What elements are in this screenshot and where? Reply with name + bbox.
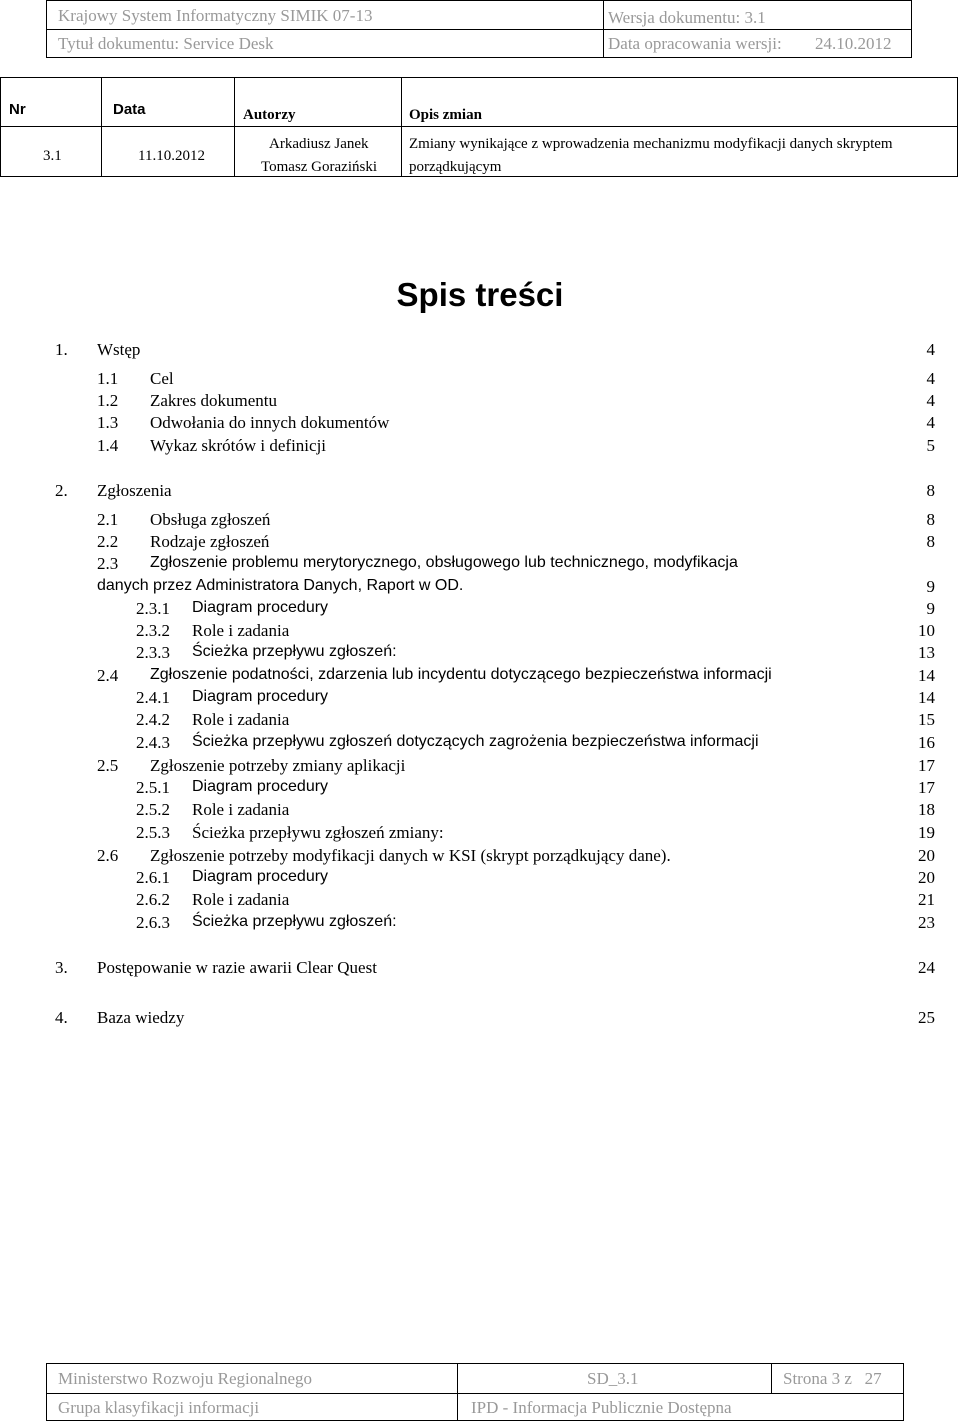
toc-entry-title: Zgłoszenie problemu merytorycznego, obsługowego lub technicznego, modyfikacja xyxy=(150,554,738,571)
toc-entry[interactable] xyxy=(0,369,960,391)
toc-entry-number: 2.5 xyxy=(97,756,119,775)
toc-entry[interactable] xyxy=(0,688,960,710)
toc-entry-page: 18 xyxy=(918,800,935,819)
version-date-value: 24.10.2012 xyxy=(815,34,892,53)
document-version: Wersja dokumentu: 3.1 xyxy=(608,8,766,27)
toc-entry-title: Ścieżka przepływu zgłoszeń: xyxy=(192,643,397,660)
toc-entry-title: Odwołania do innych dokumentów xyxy=(150,413,390,432)
toc-entry-number: 2.5.3 xyxy=(136,823,170,842)
toc-entry[interactable] xyxy=(0,621,960,643)
toc-entry-number: 3. xyxy=(55,958,68,977)
system-name: Krajowy System Informatyczny SIMIK 07-13 xyxy=(58,6,373,25)
toc-entry[interactable] xyxy=(0,756,960,778)
toc-entry[interactable] xyxy=(0,413,960,435)
toc-entry-number: 2.6.1 xyxy=(136,868,170,887)
classification-value: IPD - Informacja Publicznie Dostępna xyxy=(471,1398,732,1417)
revision-date: 11.10.2012 xyxy=(138,148,205,164)
toc-entry-page: 5 xyxy=(926,436,935,455)
toc-entry-title: Zgłoszenie podatności, zdarzenia lub incydentu dotyczącego bezpieczeństwa informacji xyxy=(150,666,772,683)
toc-entry[interactable] xyxy=(0,868,960,890)
toc-entry[interactable] xyxy=(0,1008,960,1030)
toc-entry[interactable] xyxy=(0,554,960,576)
toc-entry-page: 17 xyxy=(918,778,935,797)
toc-entry-title: danych przez Administratora Danych, Raport w OD. xyxy=(97,577,464,594)
toc-entry-page: 21 xyxy=(918,890,935,909)
toc-entry-title: Zgłoszenie potrzeby zmiany aplikacji xyxy=(150,756,406,775)
toc-entry-page: 14 xyxy=(918,688,935,707)
toc-entry-title: Ścieżka przepływu zgłoszeń: xyxy=(192,913,397,930)
toc-entry[interactable] xyxy=(0,532,960,554)
page-title: Spis treści xyxy=(396,276,564,313)
toc-entry-number: 2.1 xyxy=(97,510,119,529)
toc-entry-title: Zgłoszenia xyxy=(97,481,172,500)
toc-entry[interactable] xyxy=(0,577,960,599)
toc-entry-page: 14 xyxy=(918,666,935,685)
toc-entry-page: 19 xyxy=(918,823,935,842)
toc-entry[interactable] xyxy=(0,913,960,935)
footer-divider xyxy=(771,1364,772,1393)
toc-entry[interactable] xyxy=(0,666,960,688)
toc-entry-title: Cel xyxy=(150,369,174,388)
toc-entry-page: 20 xyxy=(918,868,935,887)
toc-entry-title: Role i zadania xyxy=(192,621,290,640)
revision-number: 3.1 xyxy=(43,148,62,164)
toc-entry[interactable] xyxy=(0,823,960,845)
toc-entry[interactable] xyxy=(0,340,960,362)
document-footer xyxy=(46,1363,904,1421)
page-number: Strona 3 z 27 xyxy=(783,1369,882,1388)
toc-entry[interactable] xyxy=(0,710,960,732)
toc-entry-page: 4 xyxy=(926,340,935,359)
toc-entry-title: Baza wiedzy xyxy=(97,1008,185,1027)
version-date-label: Data opracowania wersji: xyxy=(608,34,782,53)
toc-entry[interactable] xyxy=(0,733,960,755)
revision-description: Zmiany wynikające z wprowadzenia mechanizmu modyfikacji danych skryptem xyxy=(409,136,893,152)
revision-description: porządkującym xyxy=(409,159,502,175)
toc-entry-number: 2.4 xyxy=(97,666,119,685)
toc-entry-page: 10 xyxy=(918,621,935,640)
toc-entry-page: 23 xyxy=(918,913,935,932)
toc-entry-title: Ścieżka przepływu zgłoszeń zmiany: xyxy=(192,823,444,842)
toc-entry-page: 25 xyxy=(918,1008,935,1027)
toc-entry-page: 8 xyxy=(926,481,935,500)
document-code: SD_3.1 xyxy=(587,1369,639,1388)
toc-entry[interactable] xyxy=(0,643,960,665)
revision-author: Arkadiusz Janek xyxy=(269,136,369,152)
toc-entry-number: 2.5.2 xyxy=(136,800,170,819)
toc-entry[interactable] xyxy=(0,391,960,413)
toc-entry-title: Role i zadania xyxy=(192,800,290,819)
toc-entry-number: 2.2 xyxy=(97,532,119,551)
toc-entry-number: 2.3.1 xyxy=(136,599,170,618)
toc-entry-number: 2.6.2 xyxy=(136,890,170,909)
revision-author: Tomasz Goraziński xyxy=(261,159,378,175)
column-header-autorzy: Autorzy xyxy=(243,107,296,123)
toc-entry-number: 2. xyxy=(55,481,68,500)
toc-entry-number: 1. xyxy=(55,340,68,359)
document-title: Tytuł dokumentu: Service Desk xyxy=(58,34,274,53)
toc-entry-number: 2.3.3 xyxy=(136,643,170,662)
toc-entry-page: 8 xyxy=(926,532,935,551)
toc-entry-title: Ścieżka przepływu zgłoszeń dotyczących zagrożenia bezpieczeństwa informacji xyxy=(192,733,759,750)
toc-entry-page: 4 xyxy=(926,391,935,410)
toc-entry-number: 2.6.3 xyxy=(136,913,170,932)
footer-divider xyxy=(457,1364,458,1420)
toc-entry-page: 8 xyxy=(926,510,935,529)
toc-entry-number: 2.5.1 xyxy=(136,778,170,797)
toc-entry[interactable] xyxy=(0,890,960,912)
toc-entry-page: 9 xyxy=(926,577,935,596)
footer-divider xyxy=(47,1393,903,1394)
toc-entry-title: Role i zadania xyxy=(192,710,290,729)
toc-entry-title: Role i zadania xyxy=(192,890,290,909)
toc-entry-number: 2.6 xyxy=(97,846,119,865)
toc-entry-number: 2.3 xyxy=(97,554,119,573)
toc-entry[interactable] xyxy=(0,481,960,503)
toc-entry-title: Zakres dokumentu xyxy=(150,391,277,410)
toc-entry-title: Wstęp xyxy=(97,340,141,359)
toc-entry-number: 2.4.2 xyxy=(136,710,170,729)
toc-entry[interactable] xyxy=(0,958,960,980)
column-header-nr: Nr xyxy=(9,101,26,118)
toc-entry-title: Diagram procedury xyxy=(192,778,329,795)
toc-entry-title: Diagram procedury xyxy=(192,599,329,616)
toc-entry-page: 17 xyxy=(918,756,935,775)
toc-entry[interactable] xyxy=(0,778,960,800)
toc-entry-title: Obsługa zgłoszeń xyxy=(150,510,271,529)
toc-entry-number: 4. xyxy=(55,1008,68,1027)
column-header-opis: Opis zmian xyxy=(409,107,482,123)
toc-entry-number: 1.4 xyxy=(97,436,119,455)
toc-entry-page: 16 xyxy=(918,733,935,752)
toc-entry-page: 20 xyxy=(918,846,935,865)
toc-entry[interactable] xyxy=(0,599,960,621)
toc-entry-number: 1.3 xyxy=(97,413,119,432)
toc-entry-title: Diagram procedury xyxy=(192,868,329,885)
toc-entry-page: 4 xyxy=(926,369,935,388)
toc-entry-page: 13 xyxy=(918,643,935,662)
toc-entry[interactable] xyxy=(0,436,960,458)
toc-entry[interactable] xyxy=(0,800,960,822)
toc-entry[interactable] xyxy=(0,846,960,868)
toc-entry-title: Rodzaje zgłoszeń xyxy=(150,532,270,551)
toc-entry-title: Zgłoszenie potrzeby modyfikacji danych w KSI (skrypt porządkujący dane). xyxy=(150,846,671,865)
toc-entry[interactable] xyxy=(0,510,960,532)
toc-entry-page: 4 xyxy=(926,413,935,432)
ministry-name: Ministerstwo Rozwoju Regionalnego xyxy=(58,1369,313,1388)
toc-entry-page: 24 xyxy=(918,958,935,977)
column-header-data: Data xyxy=(113,101,146,118)
classification-group-label: Grupa klasyfikacji informacji xyxy=(58,1398,260,1417)
toc-entry-page: 15 xyxy=(918,710,935,729)
toc-entry-number: 1.1 xyxy=(97,369,119,388)
toc-entry-number: 2.4.3 xyxy=(136,733,170,752)
toc-entry-number: 2.4.1 xyxy=(136,688,170,707)
toc-entry-number: 2.3.2 xyxy=(136,621,170,640)
toc-entry-number: 1.2 xyxy=(97,391,119,410)
toc-entry-title: Wykaz skrótów i definicji xyxy=(150,436,327,455)
toc-entry-page: 9 xyxy=(926,599,935,618)
toc-entry-title: Postępowanie w razie awarii Clear Quest xyxy=(97,958,377,977)
toc-entry-title: Diagram procedury xyxy=(192,688,329,705)
